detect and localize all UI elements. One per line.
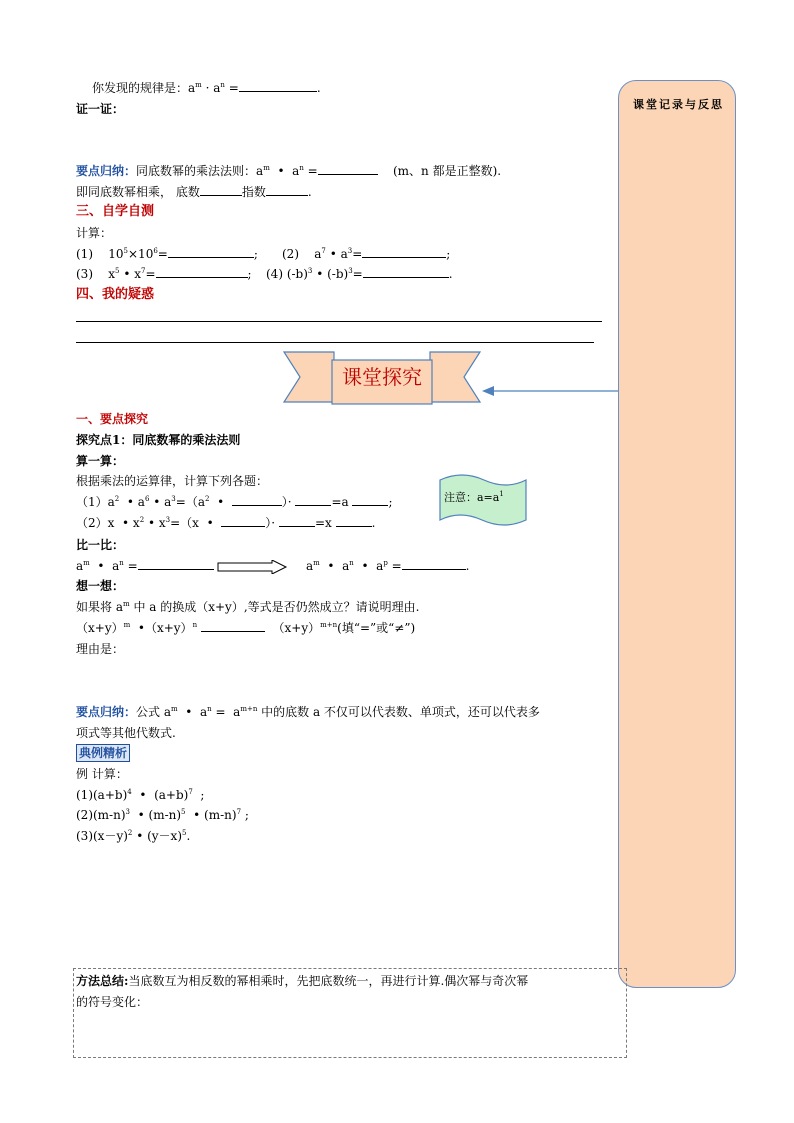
example-1: $(1)(a+b)^4$ • $(a+b)^7$ ; (76, 788, 205, 802)
answer-blank[interactable] (352, 494, 388, 506)
example-tag: 典例精析 (76, 744, 130, 762)
answer-blank[interactable] (363, 266, 449, 278)
method-line2: 的符号变化： (76, 995, 149, 1009)
method-text: 当底数互为相反数的幂相乘时，先把底数统一，再进行计算.偶次幂与奇次幂 (128, 974, 529, 988)
think-question-a: 如果将 a (76, 600, 123, 614)
exercise-row-1: (1) $10^5\times 10^6=$ ; (76, 247, 258, 261)
example-3-a: (3)(x－y) (76, 829, 128, 843)
q1-num: (1) (76, 247, 93, 261)
summary2-text-b: 中的底数 a 不仅可以代表数、单项式，还可以代表多 (257, 705, 540, 719)
q2-num: (2) (282, 247, 299, 261)
answer-blank[interactable] (318, 163, 378, 175)
example-2-a: (2)(m-n) (76, 808, 126, 822)
calc-label-2: 算一算： (76, 454, 125, 468)
summary1-line: 要点归纳：同底数幂的乘法法则：$a^m$ • $a^n$ = (m、n 都是正整数). (76, 164, 502, 178)
summary1-label: 要点归纳： (76, 164, 137, 178)
compare-label: 比一比： (76, 538, 125, 552)
explore-point1: 探究点1：同底数幂的乘法法则 (76, 433, 241, 447)
r2-num: （2）x (76, 516, 115, 530)
q3-num: (3) (76, 267, 93, 281)
reason-label: 理由是： (76, 642, 125, 656)
summary2-label: 要点归纳： (76, 705, 137, 719)
sidebar-title: 课堂记录与反思 (633, 98, 724, 111)
summary2-text-a: 公式 a (136, 705, 171, 719)
think-label: 想一想： (76, 579, 125, 593)
summary1-line2-b: 指数 (241, 185, 266, 199)
compare-row-b: $a^m$ • $a^n$ • $a^p$ = . (306, 559, 470, 573)
q4-mid: • (-b) (312, 267, 349, 281)
answer-blank[interactable] (336, 515, 372, 527)
answer-blank[interactable] (201, 620, 265, 632)
example-intro: 例 计算： (76, 767, 128, 781)
summary1-line2-a: 即同底数幂相乘， 底数 (76, 185, 200, 199)
method-label: 方法总结: (76, 974, 129, 988)
summary1-line2: 即同底数幂相乘， 底数 指数 . (76, 185, 312, 199)
answer-blank[interactable] (200, 184, 242, 196)
r1-num: （1）a (76, 495, 115, 509)
example-1-a: (1)(a+b) (76, 788, 128, 802)
think-question: 如果将 $a^m$ 中 a 的换成（x+y）,等式是否仍然成立？请说明理由. (76, 600, 420, 614)
answer-blank[interactable] (266, 184, 308, 196)
section4-heading: 四、我的疑惑 (76, 287, 155, 302)
fill-hint: (填“=”或“≠”) (337, 621, 416, 635)
summary1-text: 同底数幂的乘法法则： (136, 164, 257, 178)
explore-heading: 一、要点探究 (76, 412, 149, 426)
think-fill: $(x+y)^m$ $•(x+y)^n$ $(x+y)^{m+n}$(填“=”或“≠”) (76, 621, 416, 635)
method-line (76, 973, 528, 989)
note-text: 注意：$a=a^1$ (444, 490, 504, 504)
banner-text: 课堂探究 (342, 365, 422, 389)
rule-prompt-line: 你发现的规律是：$a^m \cdot a^n$ = . (92, 81, 321, 95)
calc-label: 计算： (76, 226, 113, 240)
answer-blank[interactable] (221, 515, 265, 527)
doubt-line[interactable] (76, 342, 594, 343)
q4-num: (4) (-b) (266, 267, 308, 281)
explore-row-1: $(1)a^2$ • $a^6$ • $a^3=(a^2$ • ）· =a ; (76, 495, 393, 509)
answer-blank[interactable] (279, 515, 315, 527)
answer-blank[interactable] (138, 558, 214, 570)
answer-blank[interactable] (156, 266, 248, 278)
answer-blank[interactable] (295, 494, 331, 506)
exercise-row-2b: (4) $(-b)^3$ • $(-b)^3=$ . (266, 267, 453, 281)
compare-row: $a^m$ • $a^n$ = (76, 558, 214, 574)
exercise-row-2: (3) $x^5$ • $x^7=$ ; (76, 267, 252, 281)
notes-sidebar (618, 80, 736, 988)
answer-blank[interactable] (239, 80, 317, 92)
example-2: $(2)(m-n)^3$ • $(m-n)^5$ • $(m-n)^7$ ; (76, 808, 249, 822)
explore-instruction: 根据乘法的运算律，计算下列各题： (76, 474, 269, 488)
arrow-right-icon (216, 560, 288, 574)
section3-heading: 三、自学自测 (76, 204, 155, 219)
arrow-left-icon (480, 383, 620, 399)
answer-blank[interactable] (232, 494, 282, 506)
summary2-line2: 项式等其他代数式. (76, 726, 176, 740)
answer-blank[interactable] (402, 558, 466, 570)
exercise-row-1b: (2) $a^7$ • $a^3=$ ; (282, 247, 451, 261)
note-label: 注意：a=a (444, 491, 500, 504)
explore-row-2: （2）x • $x^2$ • $x^3=(x$ • ）· =x . (76, 516, 376, 530)
think-question-b: 中 a 的换成（x+y）,等式是否仍然成立？请说明理由. (129, 600, 420, 614)
answer-blank[interactable] (168, 246, 254, 258)
prove-label: 证一证： (76, 102, 125, 116)
example-3: $(3)(x-y)^2$ • $(y-x)^5$. (76, 829, 191, 843)
doubt-line[interactable] (76, 321, 602, 322)
summary1-condition: (m、n 都是正整数). (392, 164, 502, 178)
answer-blank[interactable] (362, 246, 446, 258)
summary2-line: 要点归纳：公式 $a^m$ • $a^n = a^{m+n}$ 中的底数 a 不仅可以代表数、单项式，还可以代表多 (76, 705, 540, 719)
rule-prompt: 你发现的规律是： (92, 81, 189, 95)
